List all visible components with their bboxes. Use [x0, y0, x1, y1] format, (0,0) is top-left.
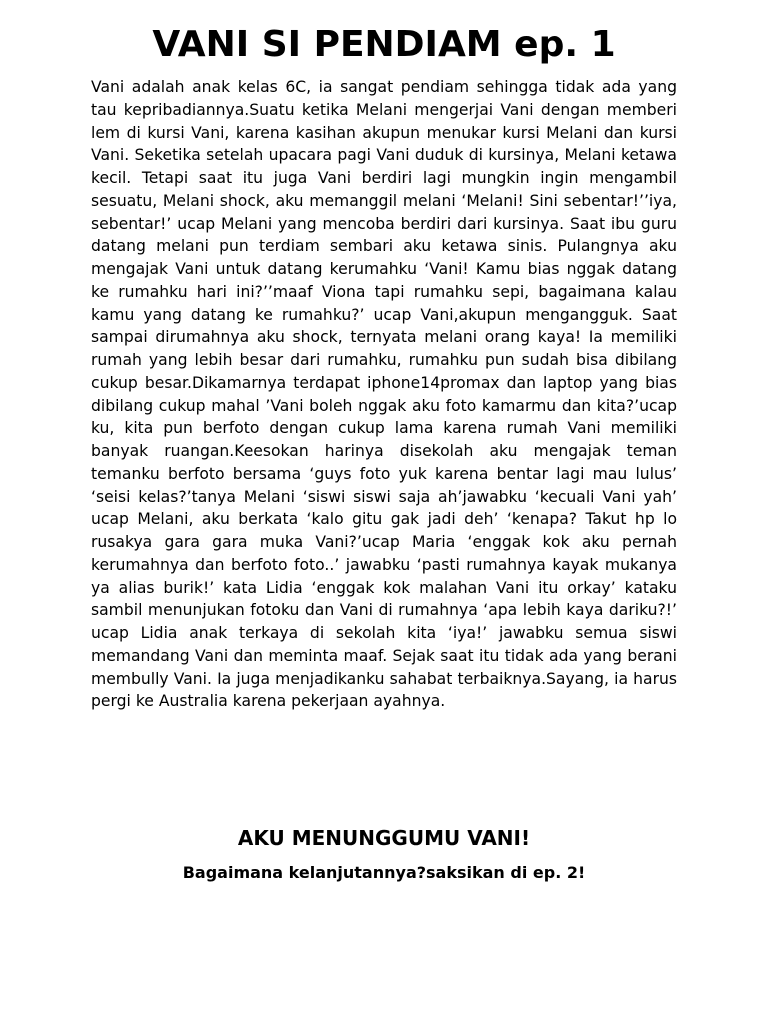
story-subheading: AKU MENUNGGUMU VANI! — [237, 826, 531, 850]
next-episode-teaser: Bagaimana kelanjutannya?saksikan di ep. 2! — [182, 863, 586, 882]
story-body: Vani adalah anak kelas 6C, ia sangat pendiam sehingga tidak ada yang tau kepribadiannya.Suatu ketika Melani mengerjai Vani dengan memberi lem di kursi Vani, karena kasihan akupun menukar kursi Melani dan kursi Vani. Seketika setelah upacara pagi Vani duduk di kursinya, Melani ketawa kecil. Tetapi saat itu juga Vani berdiri lagi mungkin ingin mengambil sesuatu, Melani shock, aku memanggil melani ‘Melani! Sini sebentar!’’iya, sebentar!’ ucap Melani yang mencoba berdiri dari kursinya. Saat ibu guru datang melani pun terdiam sembari aku ketawa sinis. Pulangnya aku mengajak Vani untuk datang kerumahku ‘Vani! Kamu bias nggak datang ke rumahku hari ini?’’maaf Viona tapi rumahku sepi, bagaimana kalau kamu yang datang ke rumahku?’ ucap Vani,akupun mengangguk. Saat sampai dirumahnya aku shock, ternyata melani orang kaya! Ia memiliki rumah yang lebih besar dari rumahku, rumahku pun sudah bisa dibilang cukup besar.Dikamarnya terdapat iphone14promax dan laptop yang bias dibilang cukup mahal ’Vani boleh nggak aku foto kamarmu dan kita?’ucap ku, kita pun berfoto dengan cukup lama karena rumah Vani memiliki banyak ruangan.Keesokan harinya disekolah aku mengajak teman temanku berfoto bersama ‘guys foto yuk karena bentar lagi mau lulus’ ‘seisi kelas?’tanya Melani ‘siswi siswi saja ah’jawabku ‘kecuali Vani yah’ ucap Melani, aku berkata ‘kalo gitu gak jadi deh’ ‘kenapa? Takut hp lo rusakya gara gara muka Vani?’ucap Maria ‘enggak kok aku pernah kerumahnya dan berfoto foto..’ jawabku ‘pasti rumahnya kayak mukanya ya alias burik!’ kata Lidia ‘enggak kok malahan Vani itu orkay’ kataku sambil menunjukan fotoku dan Vani di rumahnya ‘apa lebih kaya dariku?!’ ucap Lidia anak terkaya di sekolah kita ‘iya!’ jawabku semua siswi memandang Vani dan meminta maaf. Sejak saat itu tidak ada yang berani membully Vani. Ia juga menjadikanku sahabat terbaiknya.Sayang, ia harus pergi ke Australia karena pekerjaan ayahnya. — [91, 78, 677, 711]
story-title: VANI SI PENDIAM ep. 1 — [152, 24, 616, 65]
